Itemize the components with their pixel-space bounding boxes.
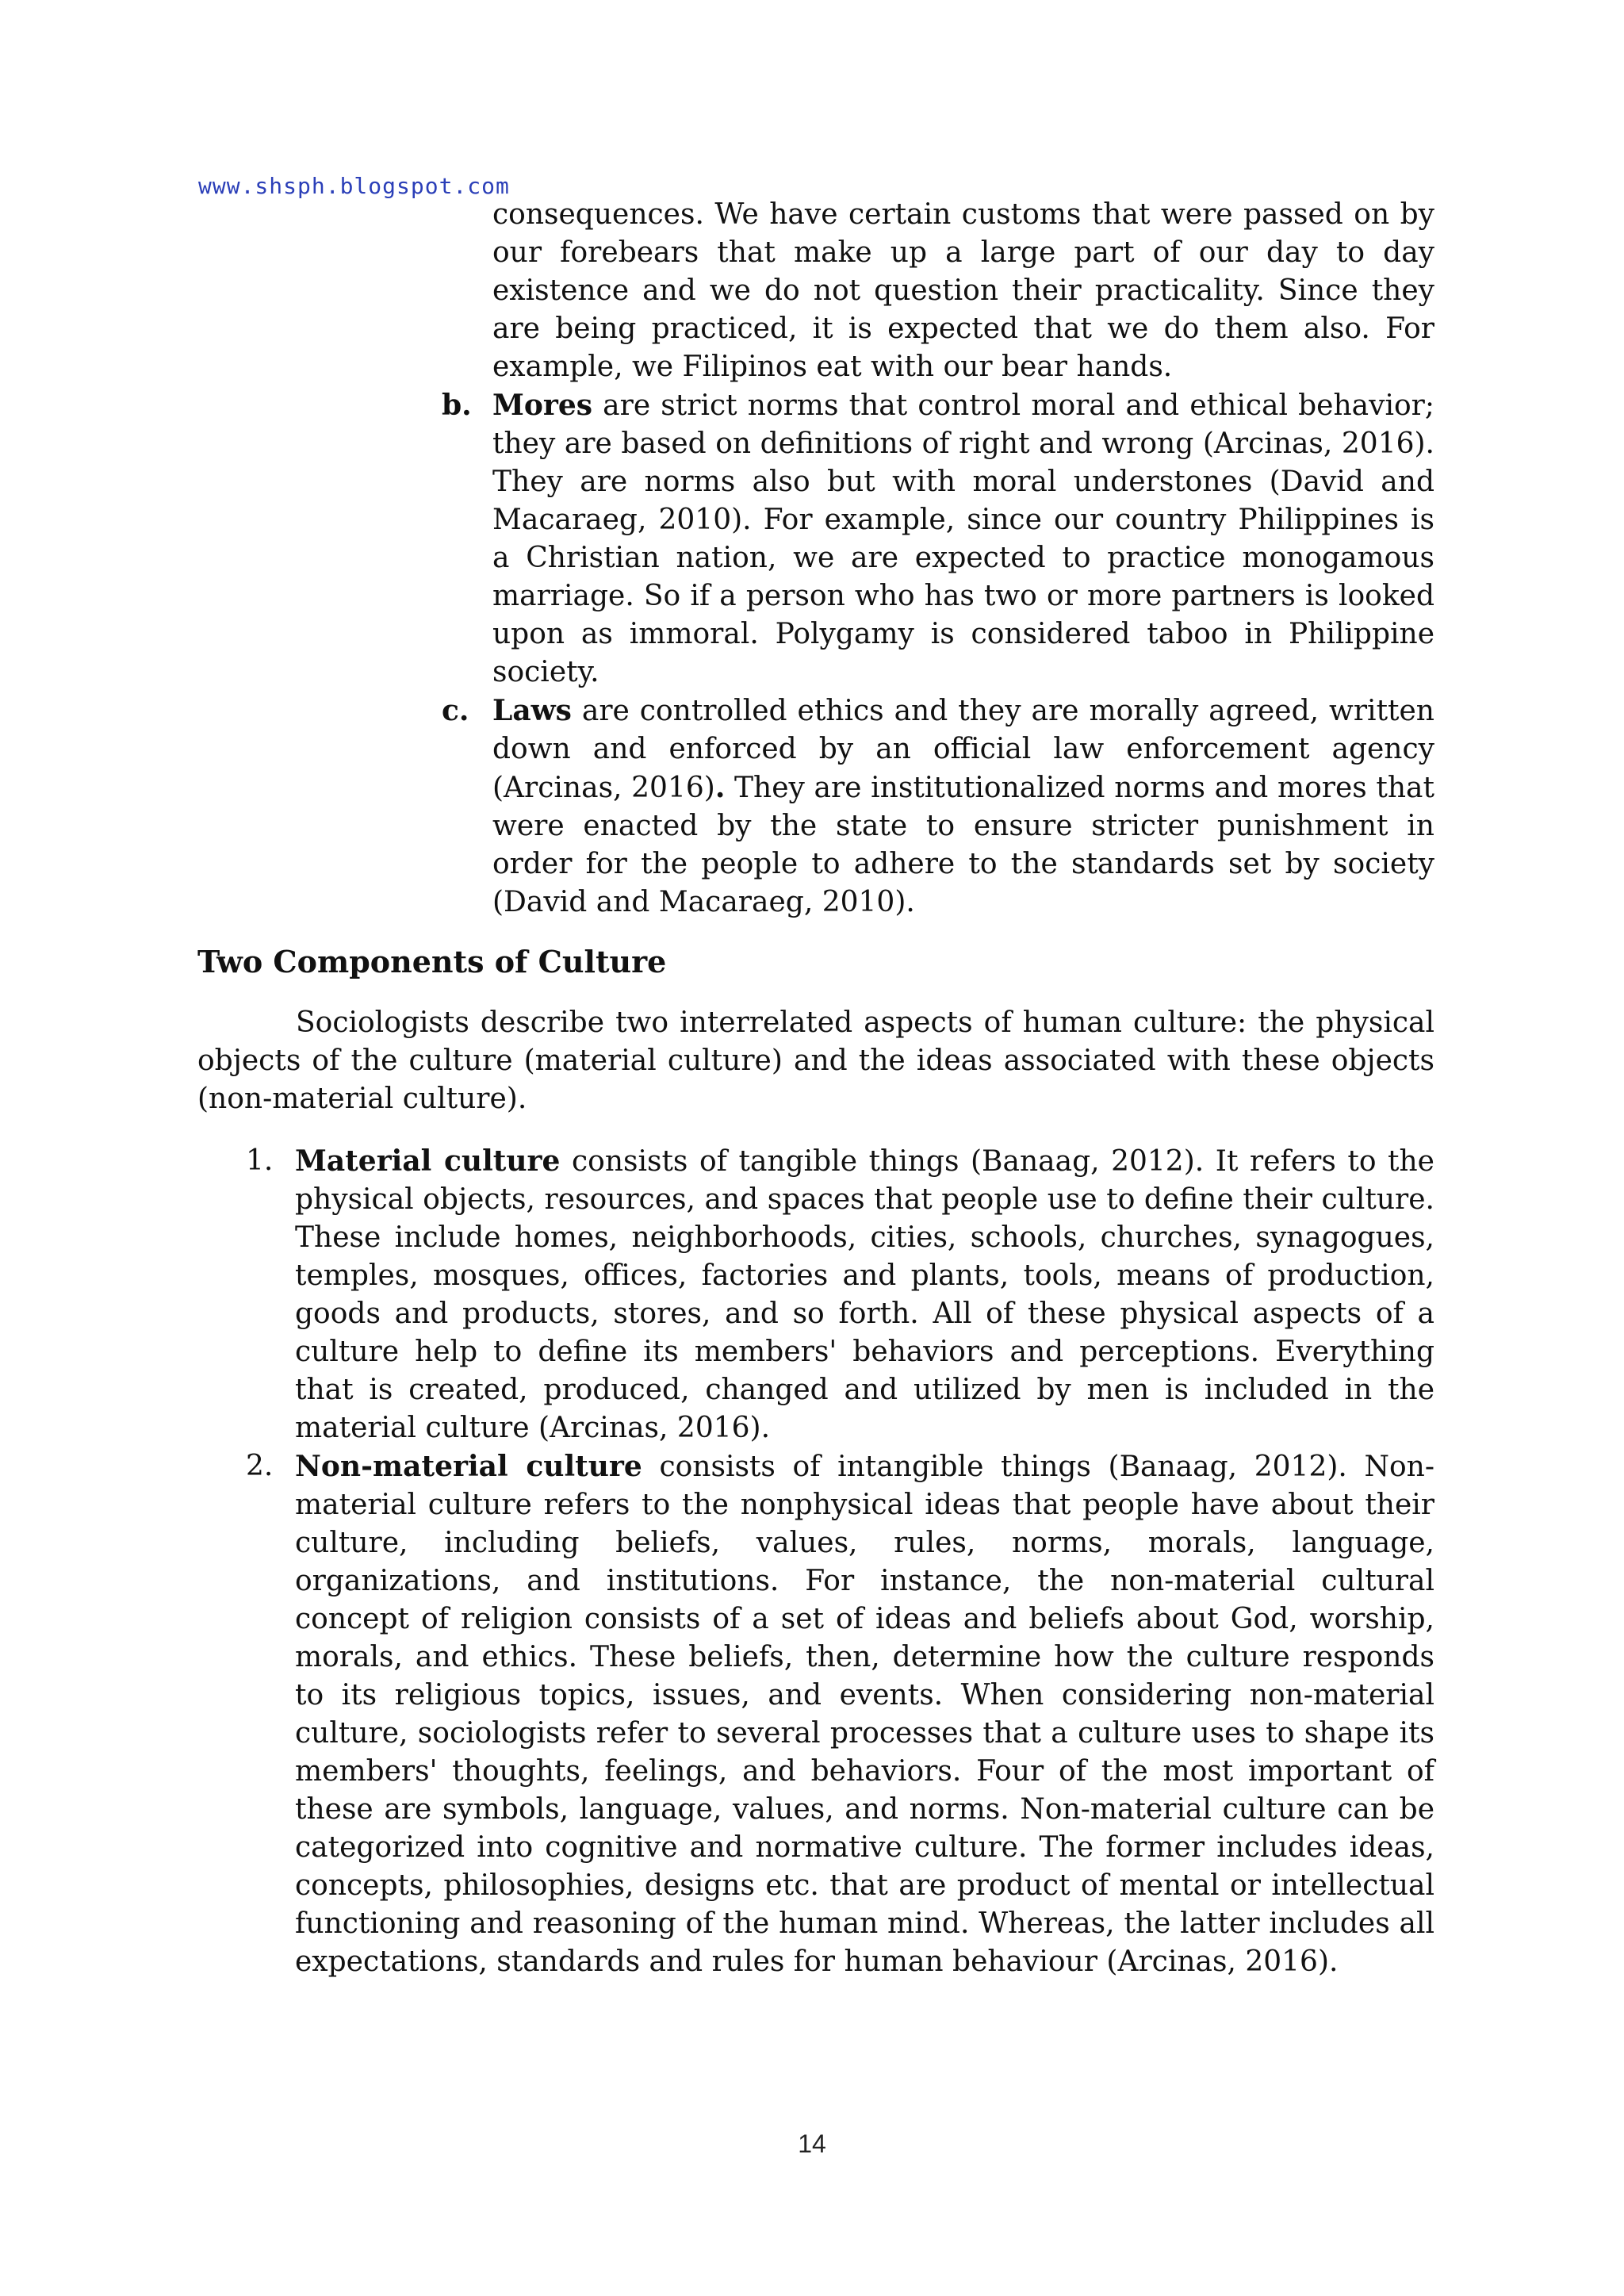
term-mores: Mores — [492, 389, 592, 422]
laws-definition-part2: They are institutionalized norms and mores that were enacted by the state to ensure stricter punishment in order for the people to adhere to the standards set by society (David and Macaraeg, 2010). — [492, 772, 1434, 918]
list-item-non-material-culture — [246, 1447, 1435, 1981]
list-item-laws — [442, 692, 1434, 922]
term-laws: Laws — [492, 694, 572, 727]
culture-components-list — [246, 1142, 1435, 1981]
list-marker: b. — [442, 389, 472, 422]
norms-sublist — [442, 196, 1434, 922]
list-item-mores — [442, 386, 1434, 692]
list-number: 1. — [246, 1144, 274, 1177]
page-number: 14 — [798, 2129, 826, 2158]
watermark-url: www.shsph.blogspot.com — [198, 173, 510, 199]
laws-bold-period: . — [714, 771, 726, 804]
mores-definition: are strict norms that control moral and ethical behavior; they are based on definitions of right and wrong (Arcinas, 2016). They are norms also but with moral understones (David and Macaraeg, 2010). For example, since our country Philippines is a Christian nation, we are expected to practice monogamous marriage. So if a person who has two or more partners is looked upon as immoral. Polygamy is considered taboo in Philippine society. — [492, 389, 1434, 688]
laws-definition-part1: are controlled ethics and they are morally agreed, written down and enforced by an official law enforcement agency (Arcinas, 2016) — [492, 695, 1434, 804]
material-culture-definition: consists of tangible things (Banaag, 2012). It refers to the physical objects, resources, and spaces that people use to define their culture. These include homes, neighborhoods, cities, schools, churches, synagogues, temples, mosques, offices, factories and plants, tools, means of production, goods and products, stores, and so forth. All of these physical aspects of a culture help to define its members' behaviors and perceptions. Everything that is created, produced, changed and utilized by men is included in the material culture (Arcinas, 2016). — [295, 1145, 1434, 1444]
folkways-continuation: consequences. We have certain customs that were passed on by our forebears that make up a large part of our day to day existence and we do not question their practicality. Since they are being practiced, it is expected that we do them also. For example, we Filipinos eat with our bear hands. — [492, 198, 1434, 383]
list-item-material-culture — [246, 1142, 1434, 1447]
intro-paragraph: Sociologists describe two interrelated aspects of human culture: the physical objects of the culture (material culture) and the ideas associated with these objects (non-material culture). — [197, 1006, 1434, 1115]
term-material-culture: Material culture — [295, 1144, 561, 1178]
list-number: 2. — [246, 1450, 274, 1482]
section-heading: Two Components of Culture — [197, 944, 667, 979]
non-material-culture-definition: consists of intangible things (Banaag, 2012). Non-material culture refers to the nonphysical ideas that people have about their culture, including beliefs, values, rules, norms, morals, language, organizations, and institutions. For instance, the non-material cultural concept of religion consists of a set of ideas and beliefs about God, worship, morals, and ethics. These beliefs, then, determine how the culture responds to its religious topics, issues, and events. When considering non-material culture, sociologists refer to several processes that a culture uses to shape its members' thoughts, feelings, and behaviors. Four of the most important of these are symbols, language, values, and norms. Non-material culture can be categorized into cognitive and normative culture. The former includes ideas, concepts, philosophies, designs etc. that are product of mental or intellectual functioning and reasoning of the human mind. Whereas, the latter includes all expectations, standards and rules for human behaviour (Arcinas, 2016). — [295, 1451, 1435, 1978]
list-marker: c. — [442, 694, 469, 727]
term-non-material-culture: Non-material culture — [295, 1450, 642, 1483]
